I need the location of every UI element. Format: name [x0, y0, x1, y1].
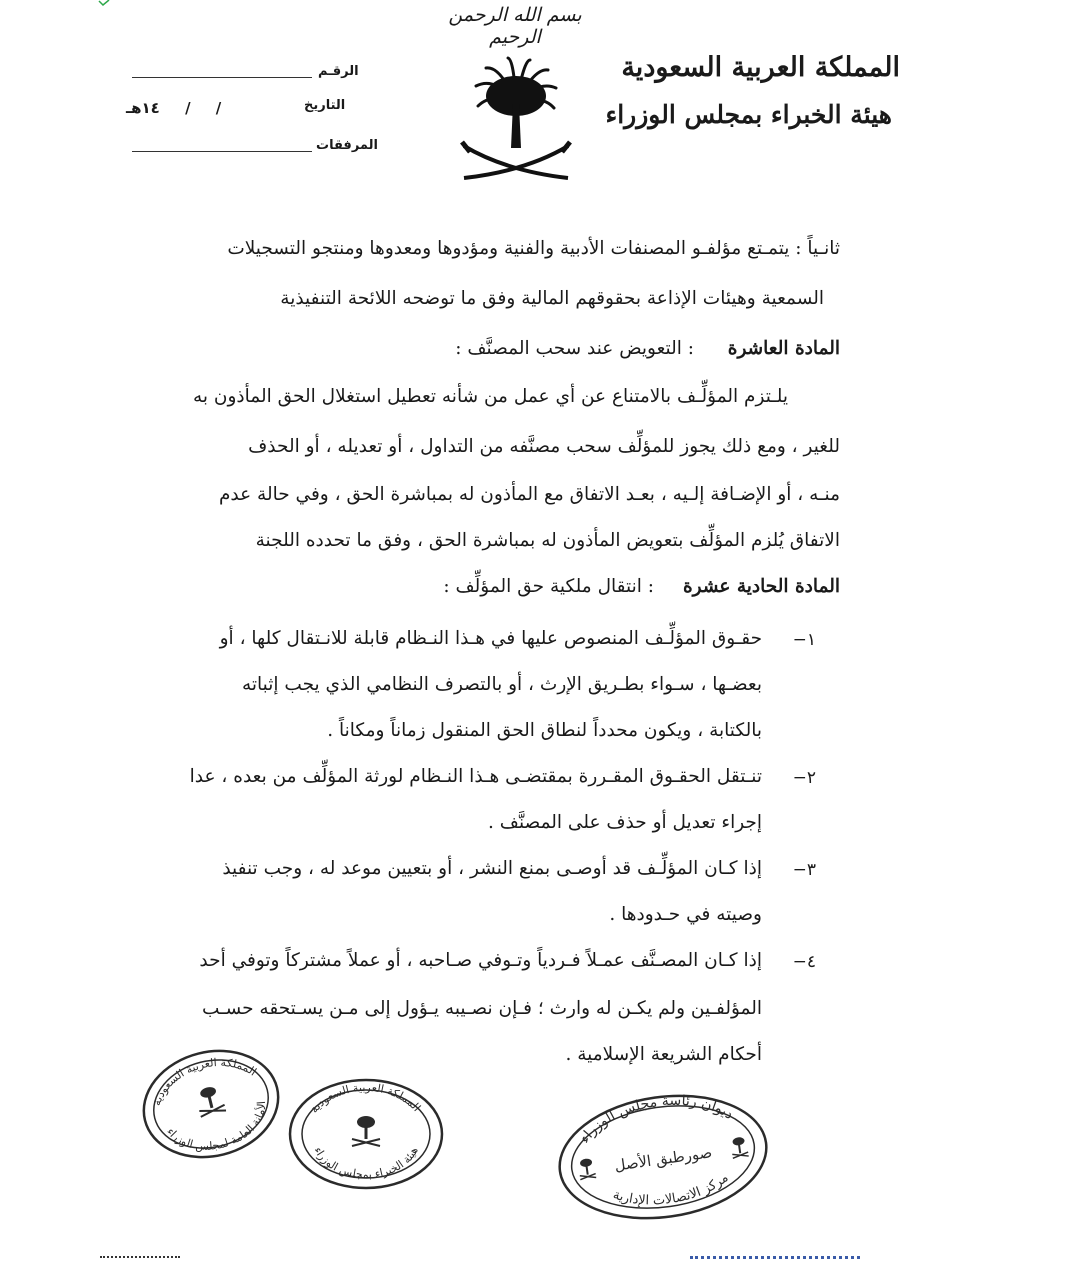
article-10-line: يلـتزم المؤلِّـف بالامتناع عن أي عمل من شأنه تعطيل استغلال الحق المأذون به: [192, 386, 788, 407]
article-11-heading: المادة الحادية عشرة: [682, 576, 840, 597]
article-10-line: الاتفاق يُلزم المؤلِّف بتعويض المأذون له بمباشرة الحق ، وفق ما تحدده اللجنة: [255, 530, 840, 551]
date-label: التاريخ: [304, 98, 346, 113]
corner-check-icon: [98, 0, 110, 6]
item-1-line: بالكتابة ، ويكون محدداً لنطاق الحق المنقول زماناً ومكاناً .: [327, 720, 762, 741]
date-field: / / ١٤هـ: [126, 99, 222, 117]
seal-general-secretariat: [138, 1048, 284, 1160]
attachments-label: المرفقات: [316, 138, 378, 153]
item-number: ١−: [792, 630, 816, 650]
ref-field: [132, 76, 312, 78]
svg-text:ديوان رئاسة مجلس الوزراء: ديوان رئاسة مجلس الوزراء: [576, 1092, 737, 1147]
item-number: ٣−: [792, 860, 816, 880]
basmala: بسم الله الرحمن الرحيم: [448, 4, 582, 48]
article-10-line: منـه ، أو الإضـافة إلـيه ، بعـد الاتفاق مع المأذون له بمباشرة الحق ، وفي حالة عدم: [218, 484, 840, 505]
svg-text:مركز الاتصالات الإدارية: مركز الاتصالات الإدارية: [610, 1170, 732, 1209]
article-11-title: : انتقال ملكية حق المؤلِّف :: [443, 576, 654, 597]
bottom-edge-stamp-remnant: [690, 1256, 860, 1267]
item-3-line: وصيته في حـدودها .: [609, 904, 762, 925]
item-2-line: تنـتقل الحقـوق المقـررة بمقتضـى هـذا النـظام لورثة المؤلِّف من بعده ، عدا: [189, 766, 762, 787]
item-4-line: إذا كـان المصـنَّف عمـلاً فـردياً وتـوفي صـاحبه ، أو عملاً مشتركاً وتوفي أحد: [199, 950, 762, 971]
svg-text:صورطبق الأصل: صورطبق الأصل: [613, 1143, 714, 1175]
kingdom-name: المملكة العربية السعودية: [621, 52, 900, 83]
item-1-line: بعضـها ، سـواء بطـريق الإرث ، أو بالتصرف النظامي الذي يجب إثباته: [241, 674, 762, 695]
svg-text:المملكة العربية السعودية: المملكة العربية السعودية: [149, 1055, 259, 1108]
item-4-line: أحكام الشريعة الإسلامية .: [565, 1044, 762, 1065]
ref-label: الرقـم: [318, 64, 359, 79]
agency-name: هيئة الخبراء بمجلس الوزراء: [605, 100, 892, 129]
svg-text:الأمانة العامة لمجلس الوزراء: الأمانة العامة لمجلس الوزراء: [164, 1100, 269, 1153]
item-3-line: إذا كـان المؤلِّـف قد أوصـى بمنع النشر ، أو بتعيين موعد له ، وجب تنفيذ: [222, 858, 762, 879]
item-2-line: إجراء تعديل أو حذف على المصنَّف .: [488, 812, 762, 833]
para-second: ثانـياً : يتمـتع مؤلفـو المصنفات الأدبية والفنية ومؤدوها ومعدوها ومنتجو التسجيلات: [227, 238, 840, 259]
article-10-line: للغير ، ومع ذلك يجوز للمؤلِّف سحب مصنَّفه من التداول ، أو تعديله ، أو الحذف: [248, 436, 840, 457]
seal-true-copy: [554, 1092, 772, 1222]
article-10-heading: المادة العاشرة: [727, 338, 840, 359]
article-10-title: : التعويض عند سحب المصنَّف :: [455, 338, 694, 359]
svg-text:المملكة العربية السعودية: المملكة العربية السعودية: [307, 1080, 424, 1116]
item-4-line: المؤلفـين ولم يكـن له وارث ؛ فـإن نصـيبه يـؤول إلى مـن يسـتحقه حسـب: [202, 998, 762, 1019]
seal-experts-commission: [286, 1076, 446, 1192]
attachments-field: [132, 150, 312, 152]
item-1-line: حقـوق المؤلِّـف المنصوص عليها في هـذا النـظام قابلة للانـتقال كلها ، أو: [219, 628, 762, 649]
palm-swords-emblem: [456, 56, 576, 186]
item-number: ٤−: [792, 952, 816, 972]
para-second-cont: السمعية وهيئات الإذاعة بحقوقهم المالية وفق ما توضحه اللائحة التنفيذية: [280, 288, 824, 309]
bottom-edge-marks: [100, 1256, 180, 1266]
svg-text:هيئة الخبراء بمجلس الوزراء: هيئة الخبراء بمجلس الوزراء: [311, 1144, 421, 1182]
item-number: ٢−: [792, 768, 816, 788]
